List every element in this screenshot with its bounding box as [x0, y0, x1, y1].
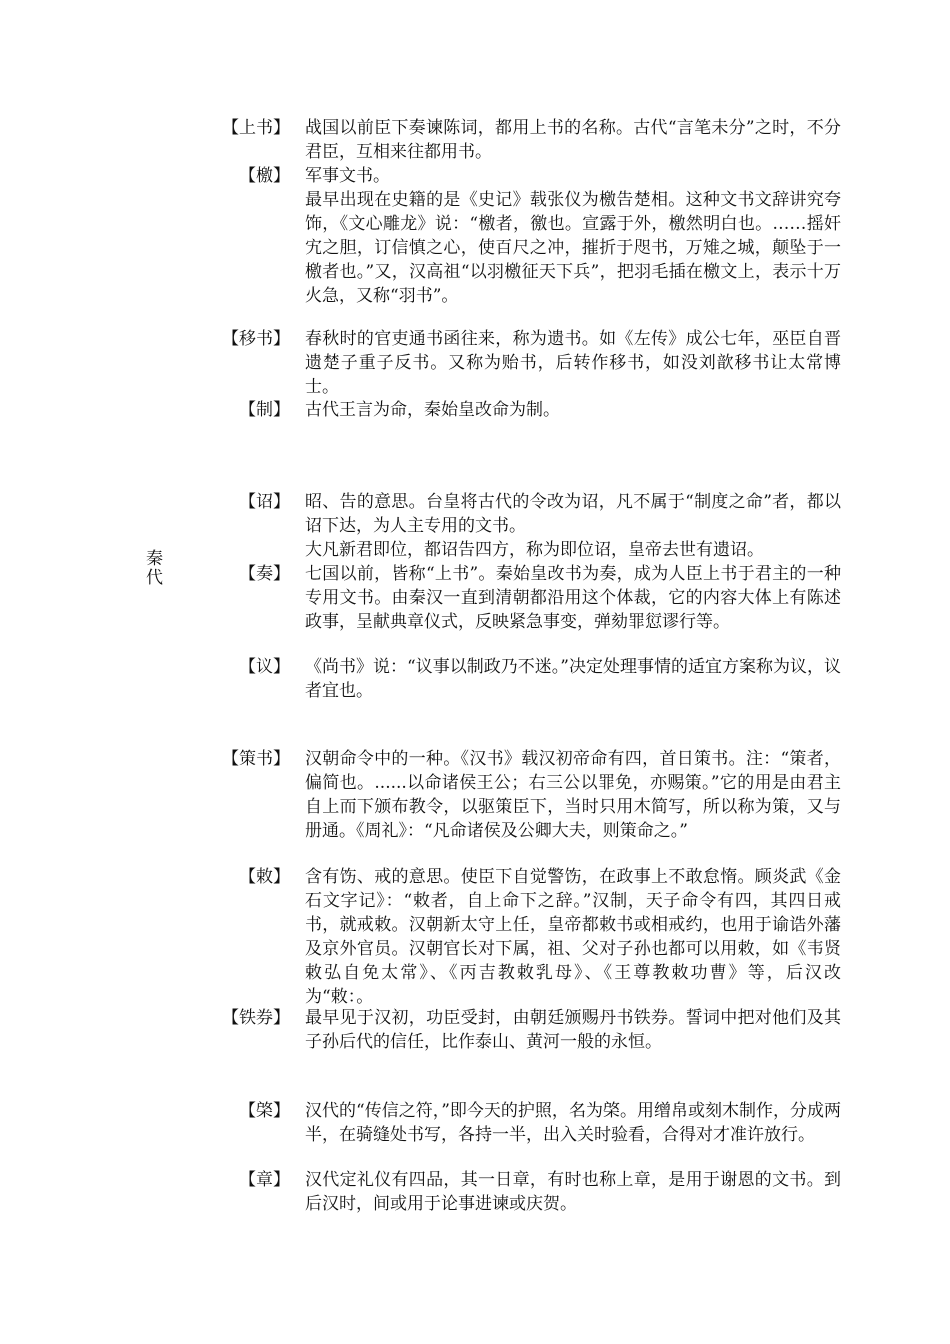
- entry-description: [305, 1099, 841, 1147]
- entry-description: [305, 164, 841, 308]
- entry-paragraph: 春秋时的官吏通书函往来，称为遗书。如《左传》成公七年，巫臣自晋遗楚子重子反书。又称为贻书，后转作移书，如没刘歆移书让太常博士。: [305, 329, 841, 397]
- entry-term: 【章】: [239, 1170, 290, 1190]
- entry-paragraph: 七国以前，皆称“上书”。秦始皇改书为奏，成为人臣上书于君主的一种专用文书。由秦汉一直到清朝都沿用这个体裁，它的内容大体上有陈述政事，呈献典章仪式，反映紧急事变，弹劾罪愆谬行等。: [305, 564, 841, 632]
- entry-paragraph: 昭、告的意思。台皇将古代的令改为诏，凡不属于“制度之命”者，都以诏下达，为人主专用的文书。: [305, 492, 841, 536]
- entry-description: [305, 865, 841, 1009]
- entry-term: 【上书】: [222, 118, 290, 138]
- entry-term: 【铁券】: [222, 1008, 290, 1028]
- entry-paragraph: 《尚书》说：“议事以制政乃不迷。”决定处理事情的适宜方案称为议，议者宜也。: [305, 657, 841, 701]
- entry-term: 【策书】: [222, 749, 290, 769]
- entry-paragraph: 战国以前臣下奏谏陈词，都用上书的名称。古代“言笔未分”之时，不分君臣，互相来往都用书。: [305, 118, 841, 162]
- entry-term: 【敕】: [239, 867, 290, 887]
- entry-term: 【奏】: [239, 564, 290, 584]
- entry-paragraph: 最早见于汉初，功臣受封，由朝廷颁赐丹书铁券。誓词中把对他们及其子孙后代的信任，比作泰山、黄河一般的永恒。: [305, 1008, 841, 1052]
- entry-description: [305, 116, 841, 164]
- entry-term: 【议】: [239, 657, 290, 677]
- entry-term: 【诏】: [239, 492, 290, 512]
- entry-description: [305, 1168, 841, 1216]
- entry-paragraph: 汉代定礼仪有四品，其一日章，有时也称上章，是用于谢恩的文书。到后汉时，间或用于论事进谏或庆贺。: [305, 1170, 841, 1214]
- entry-description: [305, 327, 841, 399]
- era-label: 秦代: [142, 549, 162, 587]
- entry-paragraph: 汉代的“传信之符，”即今天的护照，名为棨。用缯帛或刻木制作，分成两半，在骑缝处书写，各持一半，出入关时验看，合得对才准许放行。: [305, 1101, 841, 1145]
- entry-paragraph: 含有饬、戒的意思。使臣下自觉警饬，在政事上不敢怠惰。顾炎武《金石文字记》：“敕者，自上命下之辞。”汉制，天子命令有四，其四日戒书，就戒敕。汉朝新太守上任，皇帝都敕书或相戒约，也用于谕诰外藩及京外官员。汉朝官长对下属，祖、父对子孙也都可以用敕，如《韦贤敕弘自免太常》、《丙吉教敕乳母》、《王尊教敕功曹》等，后汉改为“敕：。: [305, 867, 841, 1007]
- entry-description: [305, 398, 841, 422]
- entry-paragraph: 大凡新君即位，都诏告四方，称为即位诏，皇帝去世有遗诏。: [305, 540, 764, 560]
- entry-paragraph: 汉朝命令中的一种。《汉书》载汉初帝命有四，首日策书。注：“策者，偏简也。......以命诸侯王公；右三公以罪免，亦赐策。”它的用是由君主自上而下颁布教令，以驱策臣下，当时只用木简写，所以称为策，又与册通。《周礼》：“凡命诸侯及公卿大夫，则策命之。”: [305, 749, 841, 841]
- entry-term: 【棨】: [239, 1101, 290, 1121]
- entry-description: [305, 1006, 841, 1054]
- entry-term: 【移书】: [222, 329, 290, 349]
- entry-paragraph: 军事文书。: [305, 166, 390, 186]
- entry-paragraph: 古代王言为命，秦始皇改命为制。: [305, 400, 560, 420]
- entry-term: 【制】: [239, 400, 290, 420]
- entry-description: [305, 562, 841, 634]
- entry-description: [305, 490, 841, 562]
- entry-description: [305, 655, 841, 703]
- entry-term: 【檄】: [239, 166, 290, 186]
- entry-description: [305, 747, 841, 843]
- entry-paragraph: 最早出现在史籍的是《史记》载张仪为檄告楚相。这种文书文辞讲究夸饰，《文心雕龙》说：“檄者，徼也。宣露于外，檄然明白也。……摇奸宄之胆，订信慎之心，使百尺之冲，摧折于咫书，万雉之城，颠坠于一檄者也。”又，汉高祖“以羽檄征天下兵”，把羽毛插在檄文上，表示十万火急，又称“羽书”。: [305, 190, 841, 306]
